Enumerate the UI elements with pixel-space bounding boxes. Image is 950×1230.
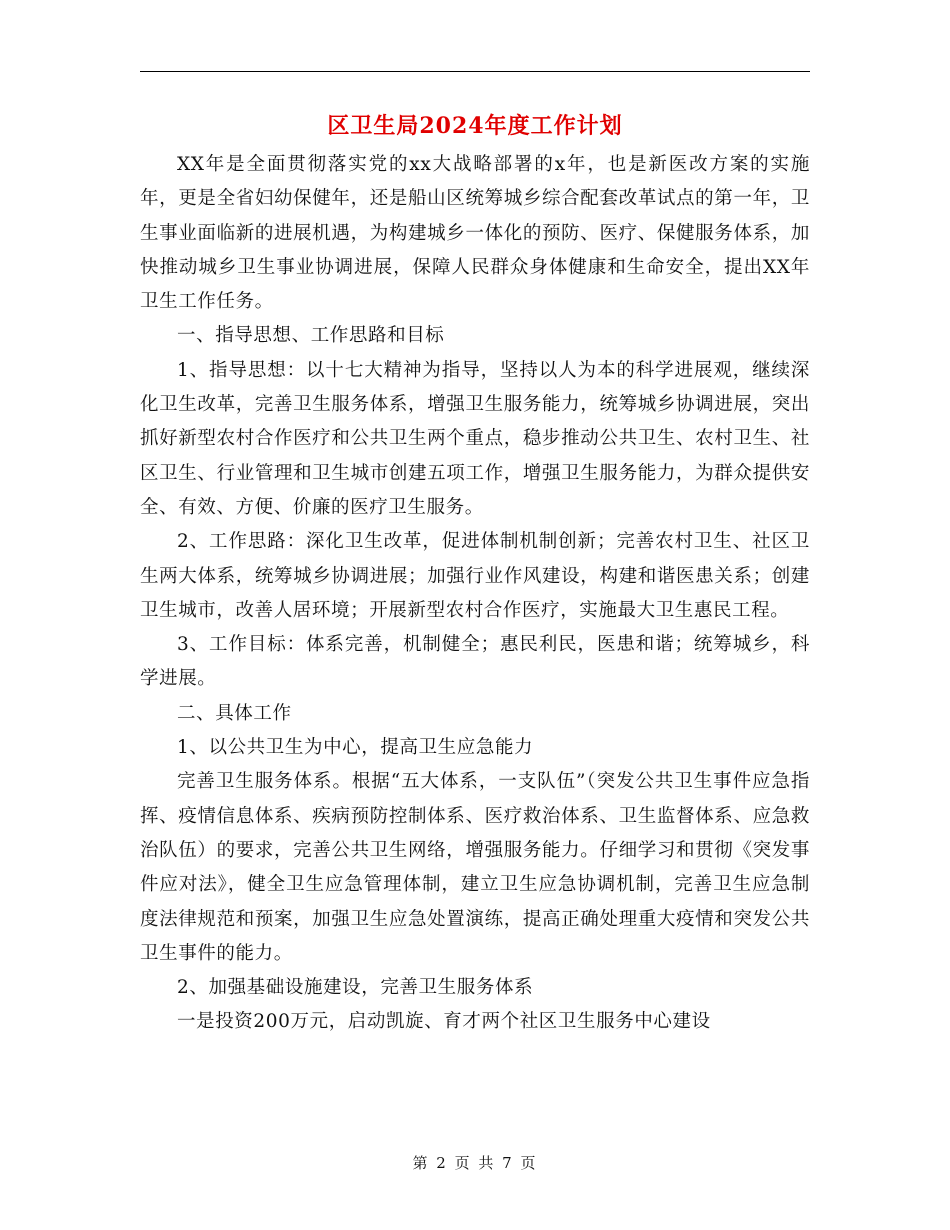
paragraph-investment: 一是投资200万元，启动凯旋、育才两个社区卫生服务中心建设 <box>177 1011 711 1033</box>
heading-section-2: 二、具体工作 <box>177 702 292 724</box>
header-rule <box>140 71 810 72</box>
page-footer: 第 2 页 共 7 页 <box>412 1154 538 1172</box>
document-body <box>140 148 810 1040</box>
paragraph-work-approach: 2、工作思路：深化卫生改革，促进体制机制创新；完善农村卫生、社区卫生两大体系，统筹城乡协调进展；加强行业作风建设，构建和谐医患关系；创建卫生城市，改善人居环境；开展新型农村合作医疗，实施最大卫生惠民工程。 <box>140 531 810 621</box>
heading-section-1: 一、指导思想、工作思路和目标 <box>177 325 445 347</box>
paragraph-service-system: 完善卫生服务体系。根据“五大体系，一支队伍”（突发公共卫生事件应急指挥、疫情信息体系、疾病预防控制体系、医疗救治体系、卫生监督体系、应急救治队伍）的要求，完善公共卫生网络，增强服务能力。仔细学习和贯彻《突发事件应对法》，健全卫生应急管理体制，建立卫生应急协调机制，完善卫生应急制度法律规范和预案，加强卫生应急处置演练，提高正确处理重大疫情和突发公共卫生事件的能力。 <box>140 771 810 964</box>
paragraph-guiding-ideology: 1、指导思想：以十七大精神为指导，坚持以人为本的科学进展观，继续深化卫生改革，完善卫生服务体系，增强卫生服务能力，统筹城乡协调进展，突出抓好新型农村合作医疗和公共卫生两个重点，稳步推动公共卫生、农村卫生、社区卫生、行业管理和卫生城市创建五项工作，增强卫生服务能力，为群众提供安全、有效、方便、价廉的医疗卫生服务。 <box>140 359 810 518</box>
paragraph-intro: XX年是全面贯彻落实党的xx大战略部署的x年，也是新医改方案的实施年，更是全省妇幼保健年，还是船山区统筹城乡综合配套改革试点的第一年，卫生事业面临新的进展机遇，为构建城乡一体化的预防、医疗、保健服务体系，加快推动城乡卫生事业协调进展，保障人民群众身体健康和生命安全，提出XX年卫生工作任务。 <box>140 154 810 313</box>
paragraph-work-goals: 3、工作目标：体系完善，机制健全；惠民利民，医患和谐；统筹城乡，科学进展。 <box>140 634 810 690</box>
subheading-public-health: 1、以公共卫生为中心，提高卫生应急能力 <box>177 737 534 759</box>
subheading-infrastructure: 2、加强基础设施建设，完善卫生服务体系 <box>177 977 534 999</box>
document-title: 区卫生局2024年度工作计划 <box>327 113 623 139</box>
